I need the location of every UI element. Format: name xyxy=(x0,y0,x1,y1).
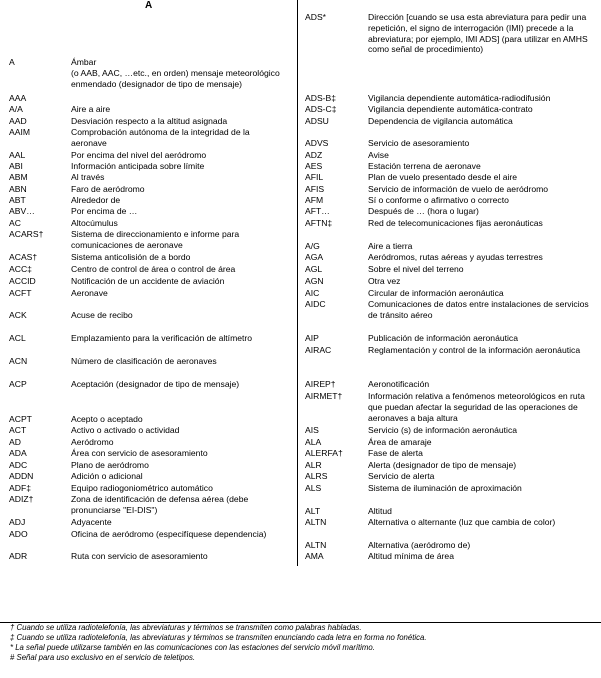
definition: Comprobación autónoma de la integridad de la aeronave xyxy=(71,127,250,148)
definition: Dependencia de vigilancia automática xyxy=(368,116,513,126)
abbreviation: ACARS† xyxy=(9,229,44,239)
abbreviation: ADS* xyxy=(305,12,327,22)
definition: Adyacente xyxy=(71,517,112,527)
definition: Por encima de … xyxy=(71,206,138,216)
abbreviation: ALERFA† xyxy=(305,448,343,458)
definition: Sistema de iluminación de aproximación xyxy=(368,483,522,493)
abbreviation: ACPT xyxy=(9,414,32,424)
definition: Sobre el nivel del terreno xyxy=(368,264,464,274)
abbreviation: A xyxy=(9,57,15,67)
abbreviation: AGL xyxy=(305,264,323,274)
definition: Activo o activado o actividad xyxy=(71,425,180,435)
definition: Servicio de asesoramiento xyxy=(368,138,470,148)
definition: Zona de identificación de defensa aérea (debe pronunciarse "EI-DIS") xyxy=(71,494,249,515)
abbreviation: AES xyxy=(305,161,323,171)
abbreviation: AFIS xyxy=(305,184,325,194)
abbreviation: ADZ xyxy=(305,150,323,160)
abbreviation: ADIZ† xyxy=(9,494,34,504)
definition: Aeródromos, rutas aéreas y ayudas terrestres xyxy=(368,252,543,262)
abbreviation: ALRS xyxy=(305,471,328,481)
definition: Altocúmulus xyxy=(71,218,118,228)
definition: Servicio de alerta xyxy=(368,471,435,481)
abbreviation: AFM xyxy=(305,195,324,205)
definition: Faro de aeródromo xyxy=(71,184,145,194)
definition: Acepto o aceptado xyxy=(71,414,143,424)
abbreviation: AFTN‡ xyxy=(305,218,333,228)
definition: Por encima del nivel del aeródromo xyxy=(71,150,207,160)
footnote-dagger: † Cuando se utiliza radiotelefonía, las abreviaturas y términos se transmiten como palabras habladas. xyxy=(10,623,362,632)
definition: Acuse de recibo xyxy=(71,310,133,320)
definition: Fase de alerta xyxy=(368,448,423,458)
abbreviation: AIRAC xyxy=(305,345,332,355)
definition: Sistema de direccionamiento e informe para comunicaciones de aeronave xyxy=(71,229,240,250)
abbreviation: ADF‡ xyxy=(9,483,31,493)
definition: Área de amaraje xyxy=(368,437,432,447)
definition: Al través xyxy=(71,172,105,182)
abbreviation: A/A xyxy=(9,104,23,114)
abbreviation: ADA xyxy=(9,448,27,458)
definition: Aire a aire xyxy=(71,104,111,114)
definition: Área con servicio de asesoramiento xyxy=(71,448,208,458)
abbreviation: ALS xyxy=(305,483,322,493)
abbreviation: ADSU xyxy=(305,116,329,126)
abbreviation: AGN xyxy=(305,276,324,286)
definition: Servicio (s) de información aeronáutica xyxy=(368,425,518,435)
abbreviation: ADVS xyxy=(305,138,329,148)
definition: Otra vez xyxy=(368,276,401,286)
abbreviation: AAL xyxy=(9,150,26,160)
definition: Información anticipada sobre límite xyxy=(71,161,205,171)
abbreviation: ACP xyxy=(9,379,27,389)
abbreviation: ACK xyxy=(9,310,27,320)
definition: Aire a tierra xyxy=(368,241,413,251)
column-divider xyxy=(297,0,298,566)
abbreviation: ABN xyxy=(9,184,27,194)
abbreviation: AGA xyxy=(305,252,324,262)
abbreviation: A/G xyxy=(305,241,320,251)
definition: Alternativa o alternante (luz que cambia de color) xyxy=(368,517,556,527)
abbreviation: ACN xyxy=(9,356,28,366)
footnote-double-dagger: ‡ Cuando se utiliza radiotelefonía, las abreviaturas y términos se transmiten enunciando cada letra en forma no fonética. xyxy=(10,633,427,642)
definition: Publicación de información aeronáutica xyxy=(368,333,519,343)
abbreviation: ADR xyxy=(9,551,28,561)
definition: Plano de aeródromo xyxy=(71,460,149,470)
definition: Vigilancia dependiente automática-contrato xyxy=(368,104,533,114)
abbreviation: ALA xyxy=(305,437,322,447)
abbreviation: AIDC xyxy=(305,299,326,309)
footnote-asterisk: * La señal puede utilizarse también en las comunicaciones con las estaciones del servicio móvil marítimo. xyxy=(10,643,375,652)
abbreviation: AIC xyxy=(305,288,320,298)
definition: Alerta (designador de tipo de mensaje) xyxy=(368,460,517,470)
definition: Aeronotificación xyxy=(368,379,430,389)
definition: Emplazamiento para la verificación de altímetro xyxy=(71,333,253,343)
definition: Centro de control de área o control de área xyxy=(71,264,236,274)
definition: Dirección [cuando se usa esta abreviatura para pedir una repetición, el signo de interrogación (IMI) precede a la abreviatura; por ejemplo, IMI ADS] (para utilizar en AMHS como señal de procedimiento) xyxy=(368,12,588,55)
abbreviation: AMA xyxy=(305,551,324,561)
abbreviation: ABI xyxy=(9,161,23,171)
definition: Comunicaciones de datos entre instalaciones de servicios de tránsito aéreo xyxy=(368,299,589,320)
abbreviation: ALTN xyxy=(305,540,327,550)
abbreviation: AIS xyxy=(305,425,319,435)
definition: Sistema anticolisión de a bordo xyxy=(71,252,191,262)
definition: Servicio de información de vuelo de aeródromo xyxy=(368,184,549,194)
definition: Equipo radiogoniométrico automático xyxy=(71,483,213,493)
definition: Red de telecomunicaciones fijas aeronáuticas xyxy=(368,218,543,228)
abbreviation: ABV… xyxy=(9,206,35,216)
abbreviation: ACFT xyxy=(9,288,32,298)
definition: Vigilancia dependiente automática-radiodifusión xyxy=(368,93,551,103)
definition: Desviación respecto a la altitud asignada xyxy=(71,116,228,126)
abbreviation: ACAS† xyxy=(9,252,38,262)
definition: Información relativa a fenómenos meteorológicos en ruta que puedan afectar la seguridad de las operaciones de aeronaves a baja altura xyxy=(368,391,585,423)
definition: Alrededor de xyxy=(71,195,121,205)
definition: Ruta con servicio de asesoramiento xyxy=(71,551,208,561)
abbreviation: AFT… xyxy=(305,206,330,216)
abbreviation: AAA xyxy=(9,93,27,103)
section-letter: A xyxy=(145,0,153,11)
abbreviation: ADC xyxy=(9,460,28,470)
definition: Circular de información aeronáutica xyxy=(368,288,504,298)
abbreviation: AIRMET† xyxy=(305,391,343,401)
definition: Aeródromo xyxy=(71,437,114,447)
abbreviation: ADO xyxy=(9,529,28,539)
abbreviation: AFIL xyxy=(305,172,324,182)
abbreviation: AC xyxy=(9,218,21,228)
definition: Oficina de aeródromo (especifíquese dependencia) xyxy=(71,529,267,539)
definition: Número de clasificación de aeronaves xyxy=(71,356,217,366)
abbreviation: ADJ xyxy=(9,517,26,527)
abbreviation: ADDN xyxy=(9,471,34,481)
definition: Sí o conforme o afirmativo o correcto xyxy=(368,195,509,205)
abbreviation: AIREP† xyxy=(305,379,336,389)
definition: Adición o adicional xyxy=(71,471,143,481)
definition: Notificación de un accidente de aviación xyxy=(71,276,225,286)
abbreviation: AD xyxy=(9,437,21,447)
abbreviation: ACC‡ xyxy=(9,264,32,274)
abbreviation: ACT xyxy=(9,425,27,435)
definition: Plan de vuelo presentado desde el aire xyxy=(368,172,518,182)
abbreviation: ACCID xyxy=(9,276,36,286)
definition: Avise xyxy=(368,150,389,160)
abbreviation: ALR xyxy=(305,460,322,470)
abbreviation: ACL xyxy=(9,333,26,343)
abbreviation: ADS-B‡ xyxy=(305,93,337,103)
abbreviation: ABT xyxy=(9,195,26,205)
definition: Después de … (hora o lugar) xyxy=(368,206,479,216)
abbreviation: ALTN xyxy=(305,517,327,527)
definition: Aeronave xyxy=(71,288,108,298)
abbreviation: AIP xyxy=(305,333,319,343)
definition: Estación terrena de aeronave xyxy=(368,161,481,171)
abbreviation: AAIM xyxy=(9,127,31,137)
footnote-hash: # Señal para uso exclusivo en el servicio de teletipos. xyxy=(10,653,196,662)
abbreviation: ABM xyxy=(9,172,28,182)
abbreviation: AAD xyxy=(9,116,27,126)
footnotes xyxy=(10,623,595,663)
definition: Reglamentación y control de la información aeronáutica xyxy=(368,345,581,355)
definition: Alternativa (aeródromo de) xyxy=(368,540,471,550)
definition: Ámbar (o AAB, AAC, …etc., en orden) mensaje meteorológico enmendado (designador de tipo de mensaje) xyxy=(71,57,280,89)
definition: Aceptación (designador de tipo de mensaje) xyxy=(71,379,240,389)
abbreviation: ADS-C‡ xyxy=(305,104,337,114)
abbreviation: ALT xyxy=(305,506,321,516)
definition: Altitud mínima de área xyxy=(368,551,454,561)
definition: Altitud xyxy=(368,506,392,516)
